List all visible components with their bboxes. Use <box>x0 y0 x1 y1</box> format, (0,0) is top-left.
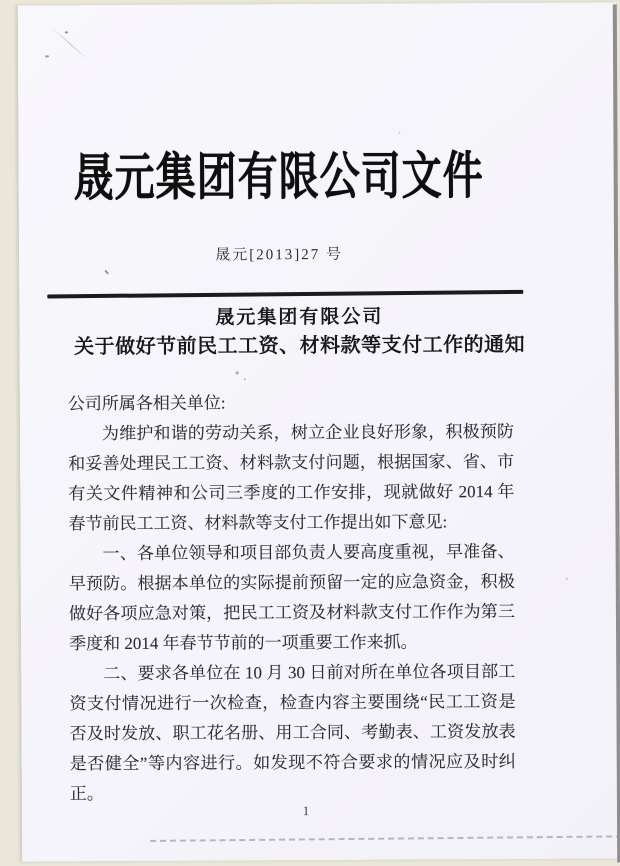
body-paragraph-1: 为维护和谐的劳动关系，树立企业良好形象，积极预防和妥善处理民工工资、材料款支付问题，根据国家、省、市有关文件精神和公司三季度的工作安排，现就做好 2014 年春节前民工工资、材料款等支付工作提出如下意见: <box>68 421 515 534</box>
scan-speck-artifact <box>244 378 246 380</box>
body-paragraph-2: 一、各单位领导和项目部负责人要高度重视，早准备、早预防。根据本单位的实际提前预留一定的应急资金，积极做好各项应急对策，把民工工资及材料款支付工作作为第三季度和 2014 年春节节前的一项重要工作来抓。 <box>68 541 515 654</box>
scan-speck-artifact <box>398 132 400 134</box>
heading-organization: 晟元集团有限公司 <box>215 306 384 329</box>
scan-speck-artifact <box>65 31 68 33</box>
salutation: 公司所属各相关单位: <box>67 393 226 414</box>
document-number: 晟元[2013]27 号 <box>215 246 343 264</box>
body-paragraph-3: 二、要求各单位在 10 月 30 日前对所在单位各项目部工资支付情况进行一次检查，检查内容主要围绕“民工工资是否及时发放、职工花名册、用工合同、考勤表、工资发放表是否健全”等内容进行。如发现不符合要求的情况应及时纠正。 <box>69 661 516 804</box>
document-heading <box>59 304 539 364</box>
scanner-edge-shadow <box>613 4 620 862</box>
document-page <box>18 2 620 861</box>
letterhead-title: 晟元集团有限公司文件 <box>73 146 484 207</box>
scan-speck-artifact <box>236 371 239 374</box>
footer-dashed-line <box>150 835 620 842</box>
scan-crease-artifact <box>50 26 89 61</box>
scan-speck-artifact <box>45 55 49 57</box>
heading-subject: 关于做好节前民工工资、材料款等支付工作的通知 <box>73 333 526 359</box>
letterhead <box>73 143 484 265</box>
scan-speck-artifact <box>566 578 568 580</box>
scan-speck-artifact <box>104 270 109 275</box>
document-body <box>68 387 516 809</box>
page-number: 1 <box>302 803 310 819</box>
letterhead-rule <box>47 290 523 299</box>
